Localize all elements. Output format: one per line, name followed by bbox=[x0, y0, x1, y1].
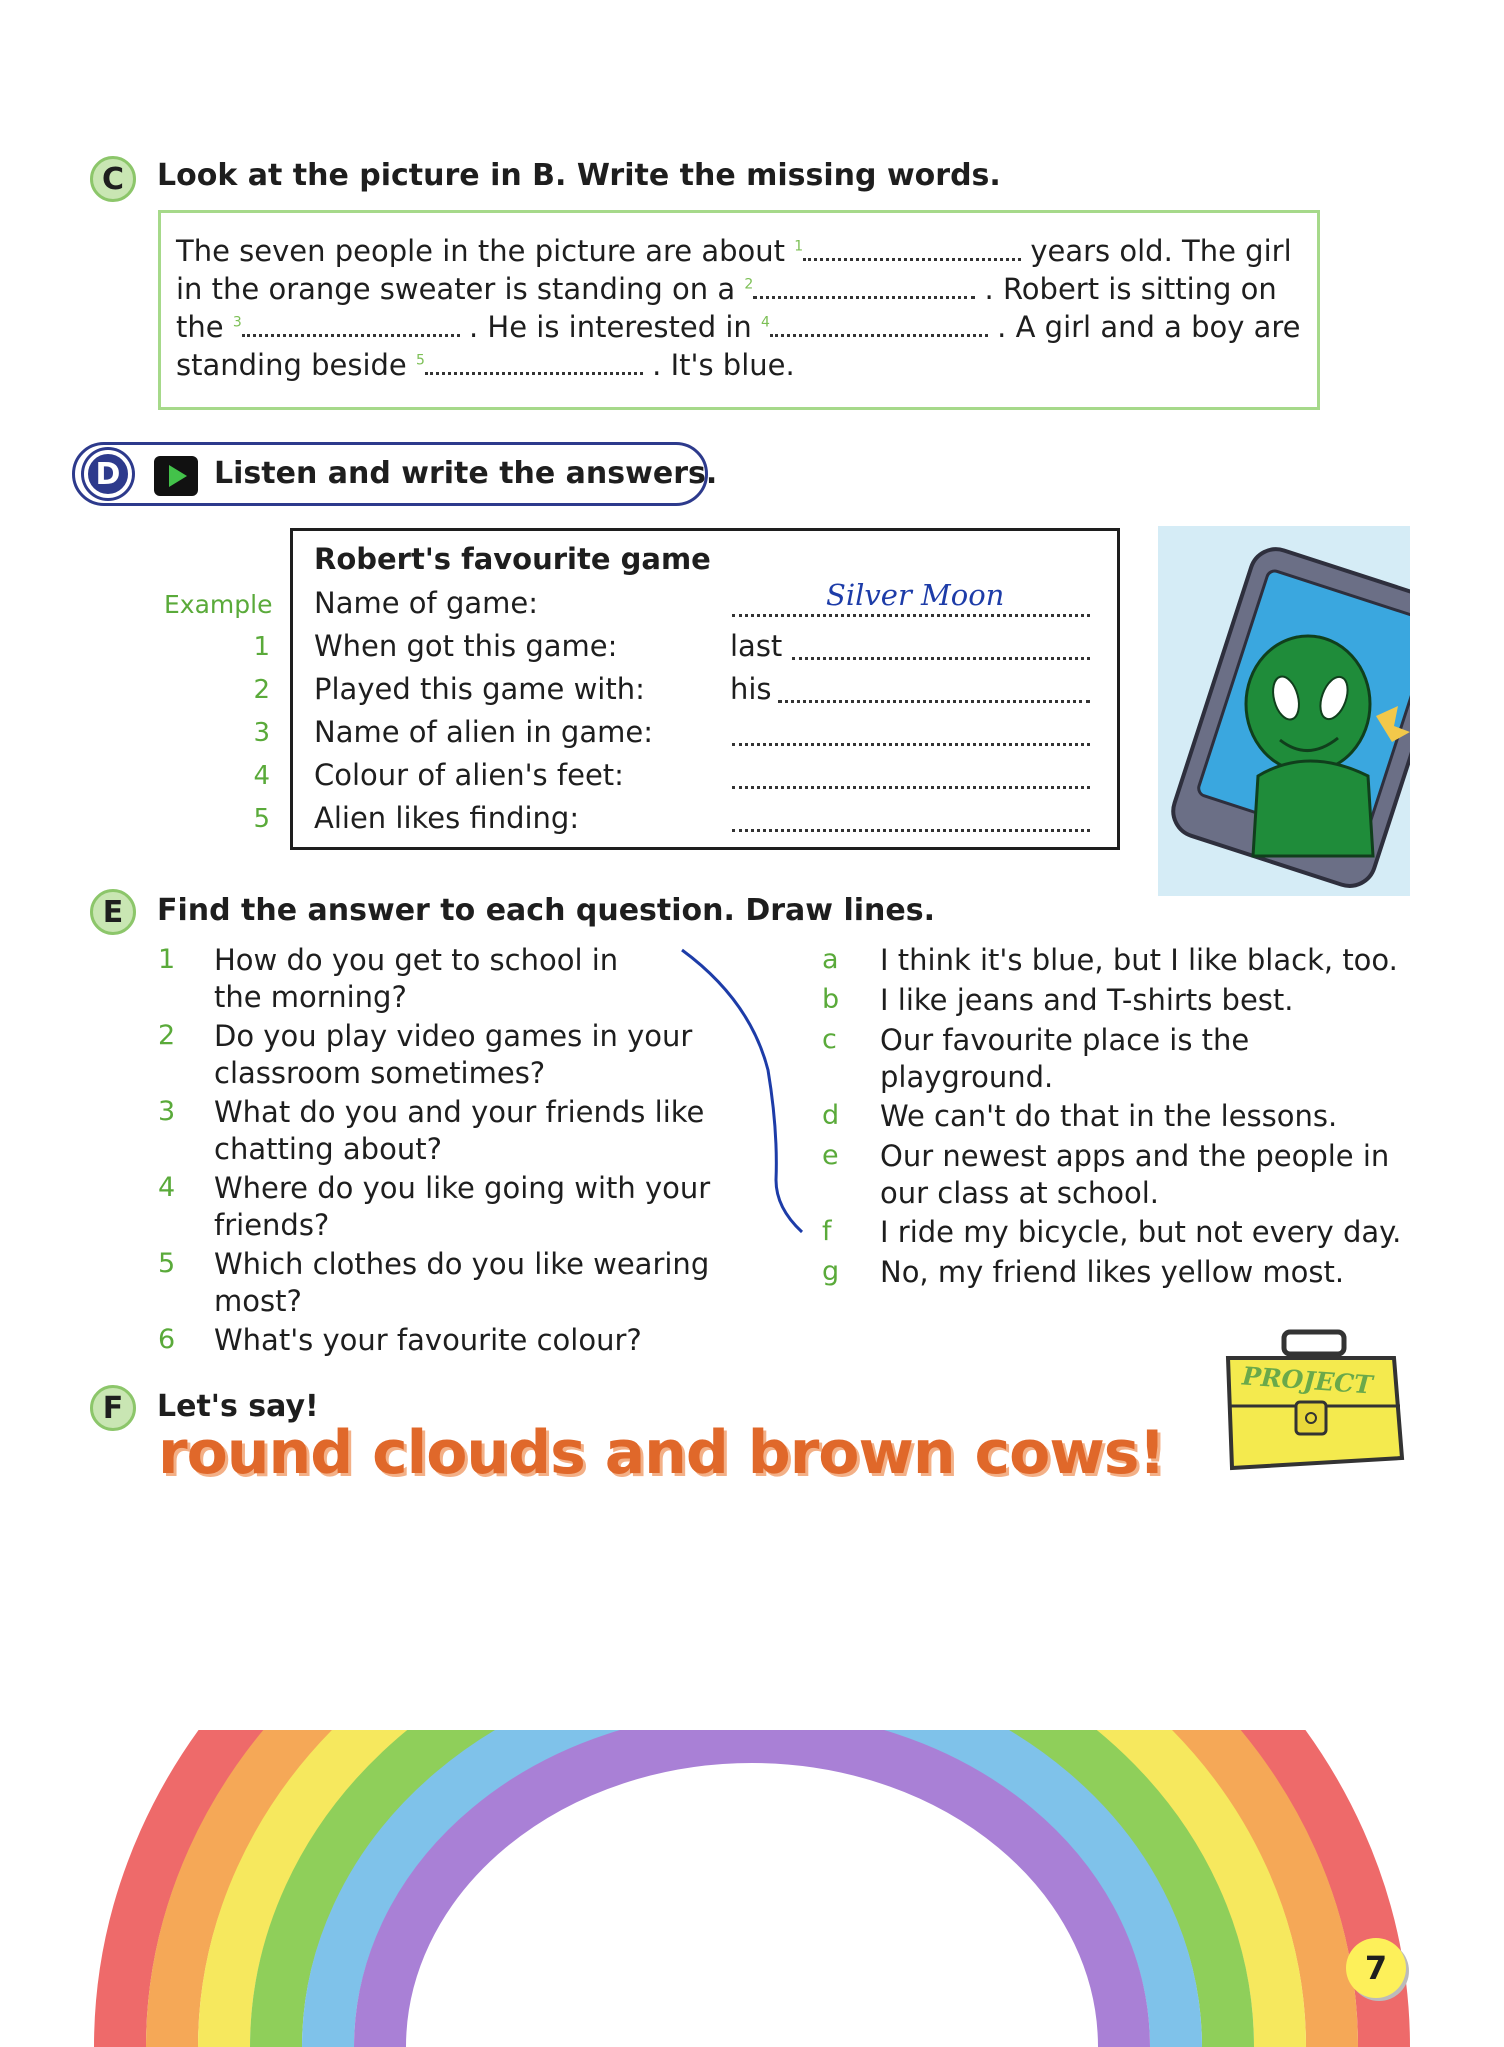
row-prefix-1: last bbox=[730, 629, 783, 663]
answer-letter-b: b bbox=[822, 984, 840, 1015]
gap-number-2: 2 bbox=[744, 276, 754, 293]
page-number: 7 bbox=[1346, 1938, 1406, 1998]
question-num-1: 1 bbox=[158, 944, 176, 975]
gap-4-blank[interactable] bbox=[770, 314, 988, 337]
tongue-twister: round clouds and brown cows! bbox=[158, 1418, 1165, 1488]
row-label-3: Name of alien in game: bbox=[314, 715, 653, 749]
question-5[interactable]: Which clothes do you like wearing most? bbox=[214, 1247, 710, 1318]
c-line-3: the $^3$ . He is interested in $^4$ . A girl and a boy are bbox=[176, 310, 1301, 344]
table-title: Robert's favourite game bbox=[314, 542, 711, 576]
example-matching-line bbox=[660, 940, 810, 1240]
answer-e[interactable]: Our newest apps and the people in our class at school. bbox=[880, 1139, 1390, 1210]
section-f-badge bbox=[90, 1385, 136, 1431]
row-num-4: 4 bbox=[253, 761, 270, 791]
section-f-letter: F bbox=[102, 1390, 124, 1426]
example-label: Example bbox=[164, 590, 273, 619]
section-c-letter: C bbox=[101, 161, 125, 197]
row-prefix-2: his bbox=[730, 672, 772, 706]
gap-number-4: 4 bbox=[761, 314, 770, 331]
row-blank-4[interactable] bbox=[732, 786, 1090, 789]
gap-2-blank[interactable] bbox=[753, 276, 975, 299]
row-label-2: Played this game with: bbox=[314, 672, 645, 706]
section-d-badge bbox=[84, 450, 132, 498]
gap-number-3: 3 bbox=[232, 314, 242, 331]
question-num-5: 5 bbox=[158, 1248, 176, 1279]
section-d-letter: D bbox=[95, 456, 121, 492]
row-num-5: 5 bbox=[253, 804, 270, 834]
row-label-5: Alien likes finding: bbox=[314, 801, 580, 835]
section-d-heading: Listen and write the answers. bbox=[214, 456, 718, 491]
row-label-4: Colour of alien's feet: bbox=[314, 758, 624, 792]
answer-b[interactable]: I like jeans and T-shirts best. bbox=[880, 983, 1294, 1017]
gap-3-blank[interactable] bbox=[242, 314, 460, 337]
gap-number-1: 1 bbox=[794, 238, 804, 255]
answer-f[interactable]: I ride my bicycle, but not every day. bbox=[880, 1215, 1402, 1249]
answer-letter-e: e bbox=[822, 1140, 839, 1171]
c-line-4: standing beside $^5$ . It's blue. bbox=[176, 348, 795, 382]
project-label: PROJECT bbox=[1241, 1361, 1374, 1400]
answer-letter-a: a bbox=[822, 944, 839, 975]
answer-letter-c: c bbox=[822, 1024, 837, 1055]
gap-5-blank[interactable] bbox=[425, 352, 643, 375]
gap-number-5: 5 bbox=[416, 352, 425, 369]
row-blank-5[interactable] bbox=[732, 829, 1090, 832]
tablet-alien-illustration bbox=[1158, 526, 1410, 896]
section-e-badge bbox=[90, 889, 136, 935]
question-num-4: 4 bbox=[158, 1172, 176, 1203]
answer-letter-f: f bbox=[822, 1216, 832, 1247]
question-1[interactable]: How do you get to school in the morning? bbox=[214, 943, 619, 1014]
question-num-3: 3 bbox=[158, 1096, 176, 1127]
answer-letter-d: d bbox=[822, 1100, 840, 1131]
row-num-1: 1 bbox=[253, 632, 270, 662]
row-num-2: 2 bbox=[253, 675, 270, 705]
row-blank-3[interactable] bbox=[732, 743, 1090, 746]
answer-g[interactable]: No, my friend likes yellow most. bbox=[880, 1255, 1345, 1289]
row-blank-1[interactable] bbox=[792, 657, 1090, 660]
section-c-heading: Look at the picture in B. Write the missing words. bbox=[157, 158, 1001, 193]
gap-1-blank[interactable] bbox=[803, 238, 1021, 261]
question-3[interactable]: What do you and your friends like chatting about? bbox=[214, 1095, 705, 1166]
question-num-6: 6 bbox=[158, 1324, 176, 1355]
c-line-2: in the orange sweater is standing on a $^2$ . Robert is sitting on bbox=[176, 272, 1277, 306]
question-num-2: 2 bbox=[158, 1020, 176, 1051]
answer-d[interactable]: We can't do that in the lessons. bbox=[880, 1099, 1338, 1133]
section-e-heading: Find the answer to each question. Draw lines. bbox=[157, 893, 935, 928]
answer-a[interactable]: I think it's blue, but I like black, too. bbox=[880, 943, 1398, 977]
row-blank-example bbox=[732, 614, 1090, 617]
question-4[interactable]: Where do you like going with your friends? bbox=[214, 1171, 711, 1242]
row-num-3: 3 bbox=[253, 718, 270, 748]
example-answer: Silver Moon bbox=[826, 578, 1005, 612]
c-line-1: The seven people in the picture are about $^1$ years old. The girl bbox=[176, 234, 1292, 268]
question-6[interactable]: What's your favourite colour? bbox=[214, 1323, 642, 1357]
row-blank-2[interactable] bbox=[778, 700, 1090, 703]
question-2[interactable]: Do you play video games in your classroom sometimes? bbox=[214, 1019, 693, 1090]
row-label-example: Name of game: bbox=[314, 586, 538, 620]
audio-play-icon[interactable] bbox=[154, 456, 198, 496]
answer-letter-g: g bbox=[822, 1256, 840, 1287]
section-f-heading: Let's say! bbox=[157, 1389, 319, 1424]
row-label-1: When got this game: bbox=[314, 629, 618, 663]
rainbow-illustration bbox=[0, 1730, 1504, 2047]
section-e-letter: E bbox=[102, 894, 124, 930]
answer-c[interactable]: Our favourite place is the playground. bbox=[880, 1023, 1250, 1094]
project-briefcase-icon bbox=[1218, 1328, 1410, 1480]
section-c-badge bbox=[90, 156, 136, 202]
